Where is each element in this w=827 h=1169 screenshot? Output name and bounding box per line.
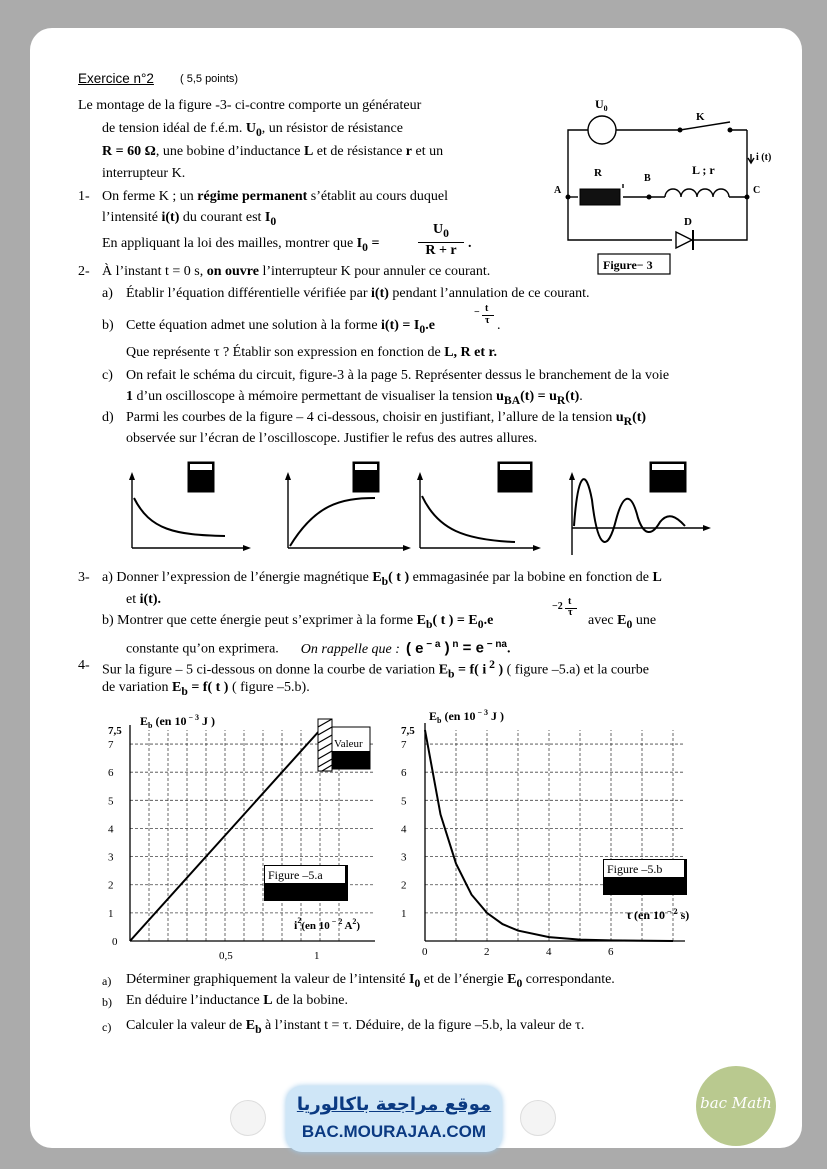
label-c: C [753,185,761,196]
q4-number: 4- [78,658,90,673]
fig5a-caption: Figure –5.a [268,868,323,882]
exercise-points: ( 5,5 points) [180,73,239,85]
q2d-line-1: Parmi les courbes de la figure – 4 ci-dessous, choisir en justifiant, l’allure de la tension $u_R(t)$ [126,410,647,428]
exercise-title: Exercice n°2 [78,71,154,86]
q3b-text: b) Montrer que cette énergie peut s’exprimer à la forme $E_b$( t ) = $E_0.e$ [102,613,494,631]
q1-number: 1- [78,189,90,204]
fig5a-xlabel: $i^2(en$ 10 $^{- 2}$ $A^2$) [294,916,361,932]
q2c-line-2: 1 d’un oscilloscope à mémoire permettant de visualiser la tension $u_{BA}(t) = u_R(t)$. [126,389,583,407]
q2b-exponent-sign: − [474,307,480,318]
curve-2 [290,498,375,546]
q2d-line-2: observée sur l’écran de l’oscilloscope. Justifier le refus des autres allures. [126,431,538,446]
label-i: i (t) [756,152,772,163]
site-arabic-name: موقع مراجعة باكالوريا [296,1094,492,1115]
figure-3-caption: Figure− 3 [603,258,653,272]
intro-line-2: de tension idéal de f.é.m. $U_0$, un résistor de résistance [102,121,403,139]
q2b-label: b) [102,318,114,333]
q3b-text-end: avec $E_0$ une [588,613,657,631]
fig5a-ytick: 4 [108,823,114,836]
q1-line-2: l’intensité i(t) du courant est $I_0$ [102,210,277,228]
q2b-exponent-t: t [485,303,489,314]
q1-fraction-numerator: $U_0$ [433,222,449,240]
fig5a-xtick: 1 [314,950,320,962]
switch-contact-icon [678,128,683,133]
fig5b-ytick: 3 [401,851,407,864]
fig5b-ytick: 7 [401,739,407,752]
fig5b-ytick: 2 [401,879,407,892]
q4-line-1: Sur la figure – 5 ci-dessous on donne la courbe de variation $E_b = f$( i $^2$ ) ( figure –5.a) et la courbe [102,658,649,681]
label-r: R [594,167,602,179]
intro-line-3: R = 60 Ω, une bobine d’inductance L et de résistance r et un [102,144,444,159]
q4c-text: Calculer la valeur de $E_b$ à l’instant t = τ. Déduire, de la figure –5.b, la valeur de τ. [126,1018,585,1036]
q2a-text: Établir l’équation différentielle vérifiée par i(t) pendant l’annulation de ce courant. [126,286,590,301]
fig5a-ytick: 5 [108,795,114,808]
resistor-icon [580,189,620,205]
fig5b-xlabel: t (en 10 $^{- 2}$ s) [627,907,690,922]
q3b-line-2: constante qu’on exprimera. On rappelle que : ( e $^{- a}$ ) $^n$ = e $^{- na}$. [126,639,511,657]
intro-line-1: Le montage de la figure -3- ci-contre comporte un générateur [78,98,422,113]
figure-5b-chart [395,705,695,965]
q2a-label: a) [102,286,113,301]
scope-screen-icons [188,462,686,492]
valeur-label: Valeur [334,738,363,750]
q2b-line-2: Que représente τ ? Établir son expression en fonction de L, R et r. [126,345,497,360]
fig5a-ytick: 6 [108,767,114,780]
q1-line-1: On ferme K ; un régime permanent s’établit au cours duquel [102,189,449,204]
fig5b-xtick: 0 [422,946,428,958]
q4b-text: En déduire l’inductance L de la bobine. [126,993,348,1008]
fig5b-xtick: 2 [484,946,490,958]
circuit-diagram [540,92,780,282]
label-u0: $U_0$ [595,97,608,113]
label-a: A [554,185,562,196]
q3b-exponent-t: t [568,596,572,607]
label-lr: L ; r [692,163,715,177]
label-k: K [696,111,705,123]
q1-period: . [468,236,472,251]
bac-math-logo: bac Math [696,1066,776,1146]
site-banner[interactable] [286,1086,502,1152]
fig5b-ytick: 7,5 [401,725,415,737]
fig5a-ytick: 3 [108,851,114,864]
fig5a-ytick: 1 [108,907,114,920]
q4c-label: c) [102,1020,112,1034]
fig5b-ytick: 6 [401,767,407,780]
q4a-label: a) [102,974,112,988]
q1-line-3: En appliquant la loi des mailles, montrer que $I_0$ = [102,236,380,254]
fig5b-caption: Figure –5.b [607,862,663,876]
q4b-label: b) [102,995,112,1009]
site-logo-right-icon [520,1100,556,1136]
hatched-wall-icon [318,719,332,771]
fig5b-ylabel: $E_b$ (en 10 $^{- 3}$ J ) [429,708,505,725]
q1-fraction-denominator: R + r [425,243,457,258]
q2b-exponent-tau: τ [485,315,490,326]
q2c-line-1: On refait le schéma du circuit, figure-3 à la page 5. Représenter dessus le branchement de la voie [126,368,670,383]
fig5a-ytick: 7 [108,739,114,752]
fig5b-ytick: 4 [401,823,407,836]
diode-icon [676,232,692,248]
label-d: D [684,216,692,228]
q2c-label: c) [102,368,113,383]
q3a-text: a) Donner l’expression de l’énergie magnétique $E_b$( t ) emmagasinée par la bobine en fonction de L [102,570,662,588]
fig5a-ylabel: $E_b$ (en 10 $^{- 3}$ J ) [140,713,216,730]
q4a-text: Déterminer graphiquement la valeur de l’intensité $I_0$ et de l’énergie $E_0$ correspondante. [126,972,615,990]
fig5a-ytick: 7,5 [108,725,122,737]
q4-line-2: de variation $E_b = f$( t ) ( figure –5.b). [102,680,310,698]
q2-line-1: À l’instant t = 0 s, on ouvre l’interrupteur K pour annuler ce courant. [102,264,491,279]
curve-1 [134,498,225,536]
fig5b-ytick: 1 [401,907,407,920]
site-url[interactable]: BAC.MOURAJAA.COM [301,1122,487,1141]
figure-4-curves [120,460,710,560]
q2b-text: Cette équation admet une solution à la forme $i(t) = I_0.e$ [126,318,435,336]
q3a-line-2: et i(t). [126,592,161,607]
fig5a-ytick: 2 [108,879,114,892]
site-logo-left-icon [230,1100,266,1136]
q3-number: 3- [78,570,90,585]
label-b: B [644,173,651,184]
fig5a-xtick: 0,5 [219,950,233,962]
q3b-exponent-sign: −2 [552,601,563,612]
q2d-label: d) [102,410,114,425]
curve-3 [422,496,515,542]
q2-number: 2- [78,264,90,279]
fig5b-xtick: 6 [608,946,614,958]
fig5b-xtick: 4 [546,946,552,958]
intro-line-4: interrupteur K. [102,166,186,181]
q3b-exponent-tau: τ [568,607,573,618]
fig5b-ytick: 5 [401,795,407,808]
q2b-period: . [497,318,501,333]
figure-5a-chart [90,705,390,965]
fig5a-xtick: 0 [112,936,118,948]
